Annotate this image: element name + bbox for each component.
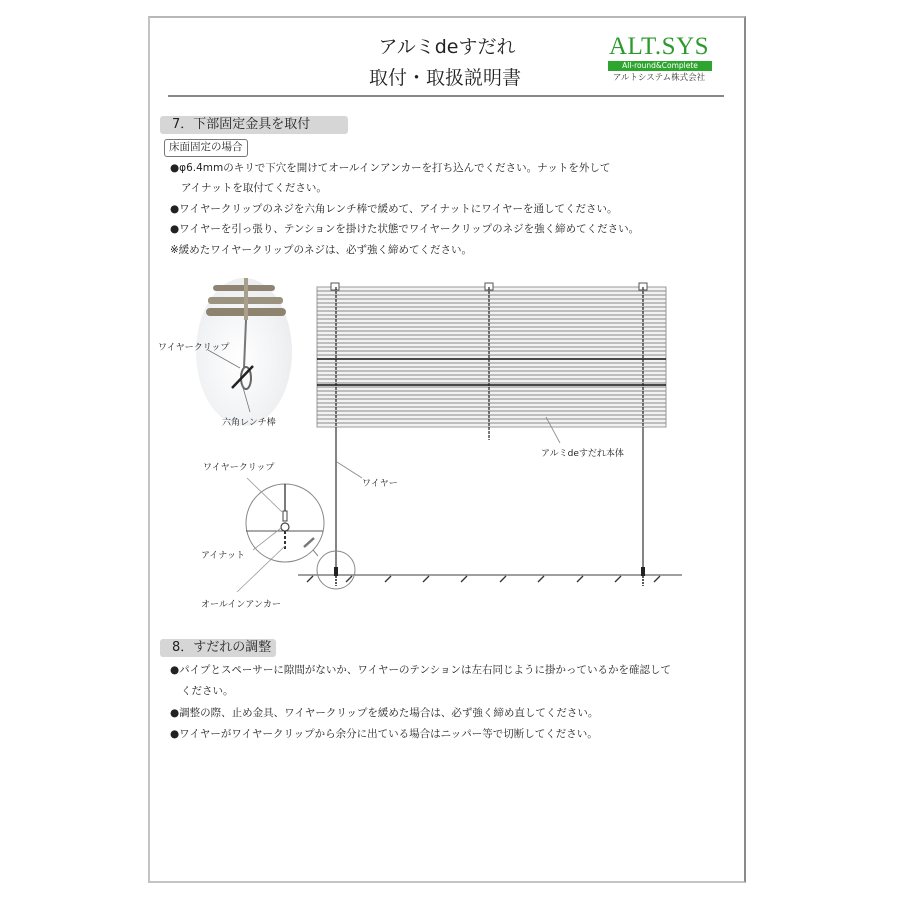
logo-brand: ALT.SYS: [608, 33, 710, 60]
section8-line-1: ●パイプとスペーサーに隙間がないか、ワイヤーのテンションは左右同じように掛かっているかを確認して: [170, 664, 672, 676]
label-eye-nut: アイナット: [201, 551, 246, 561]
label-hex-wrench: 六角レンチ棒: [222, 418, 276, 428]
label-detail-wire-clip: ワイヤークリップ: [203, 463, 275, 473]
section8-line-4: ●ワイヤーがワイヤークリップから余分に出ている場合はニッパー等で切断してください。: [170, 728, 598, 740]
label-blind-body: アルミdeすだれ本体: [541, 449, 624, 459]
section7-note: ※緩めたワイヤークリップのネジは、必ず強く締めてください。: [170, 244, 473, 256]
section7-line-4: ●ワイヤーを引っ張り、テンションを掛けた状態でワイヤークリップのネジを強く締めてください。: [170, 223, 640, 235]
document-title-line2: 取付・取扱説明書: [368, 67, 521, 89]
section7-line-2: アイナットを取付てください。: [181, 182, 327, 194]
label-photo-wire-clip: ワイヤークリップ: [158, 343, 230, 353]
section7-line-1: ●φ6.4mmのキリで下穴を開けてオールインアンカーを打ち込んでください。ナットを外して: [170, 162, 611, 174]
label-wire: ワイヤー: [362, 479, 398, 489]
sudare-blind-icon: [317, 283, 666, 443]
section8-line-3: ●調整の際、止め金具、ワイヤークリップを緩めた場合は、必ず強く締め直してください。: [170, 707, 599, 719]
section8-heading: 8．すだれの調整: [160, 639, 276, 657]
section7-subtag: 床面固定の場合: [164, 139, 248, 157]
floor-icon: [298, 567, 682, 586]
section8-line-2: ください。: [181, 685, 234, 697]
logo-company: アルトシステム株式会社: [612, 73, 706, 83]
section7-heading: 7．下部固定金具を取付: [160, 116, 348, 134]
logo-tagline: All-round&Complete: [608, 61, 712, 71]
label-anchor: オールインアンカー: [201, 600, 282, 610]
section7-line-3: ●ワイヤークリップのネジを六角レンチ棒で緩めて、アイナットにワイヤーを通してください。: [170, 203, 618, 215]
document-title-line1: アルミdeすだれ: [378, 36, 516, 58]
